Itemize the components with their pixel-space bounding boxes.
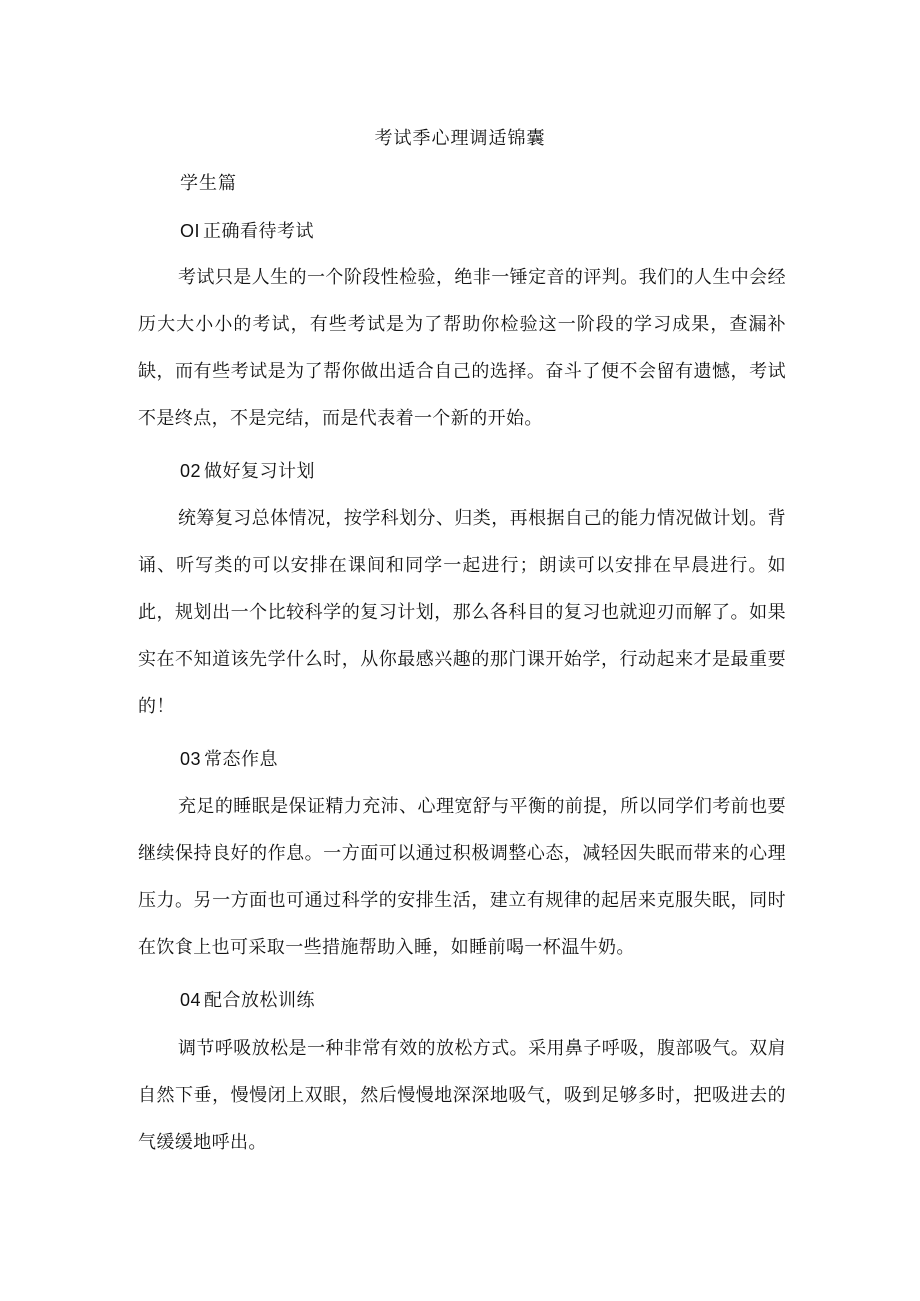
section-heading-text: 常态作息 bbox=[204, 749, 279, 770]
section-number: 04 bbox=[180, 990, 202, 1010]
section-paragraph: 统筹复习总体情况，按学科划分、归类，再根据自己的能力情况做计划。背诵、听写类的可以安排在课间和同学一起进行；朗读可以安排在早晨进行。如此，规划出一个比较科学的复习计划，那么各科目的复习也就迎刃而解了。如果实在不知道该先学什么时，从你最感兴趣的那门课开始学，行动起来才是最重要的！ bbox=[138, 508, 786, 717]
section-heading-text: 配合放松训练 bbox=[204, 990, 316, 1011]
document-subtitle: 学生篇 bbox=[180, 173, 237, 194]
section-number: 03 bbox=[180, 749, 202, 769]
section-heading-text: 正确看待考试 bbox=[203, 221, 315, 242]
document-title: 考试季心理调适锦囊 bbox=[374, 128, 546, 149]
section-heading bbox=[180, 458, 315, 485]
section-heading bbox=[180, 987, 315, 1014]
section-heading bbox=[180, 218, 314, 245]
section-paragraph: 考试只是人生的一个阶段性检验，绝非一锤定音的评判。我们的人生中会经历大大小小的考试，有些考试是为了帮助你检验这一阶段的学习成果，查漏补缺，而有些考试是为了帮你做出适合自己的选择。奋斗了便不会留有遗憾，考试不是终点，不是完结，而是代表着一个新的开始。 bbox=[138, 267, 786, 429]
section-number: 02 bbox=[180, 461, 202, 481]
section-heading-text: 做好复习计划 bbox=[204, 461, 316, 482]
section-paragraph: 调节呼吸放松是一种非常有效的放松方式。采用鼻子呼吸，腹部吸气。双肩自然下垂，慢慢闭上双眼，然后慢慢地深深地吸气，吸到足够多时，把吸进去的气缓缓地呼出。 bbox=[138, 1038, 786, 1153]
section-heading bbox=[180, 746, 278, 773]
section-number: OI bbox=[180, 221, 201, 241]
section-paragraph: 充足的睡眠是保证精力充沛、心理宽舒与平衡的前提，所以同学们考前也要继续保持良好的作息。一方面可以通过积极调整心态，减轻因失眠而带来的心理压力。另一方面也可通过科学的安排生活，建立有规律的起居来克服失眠，同时在饮食上也可采取一些措施帮助入睡，如睡前喝一杯温牛奶。 bbox=[138, 796, 786, 958]
